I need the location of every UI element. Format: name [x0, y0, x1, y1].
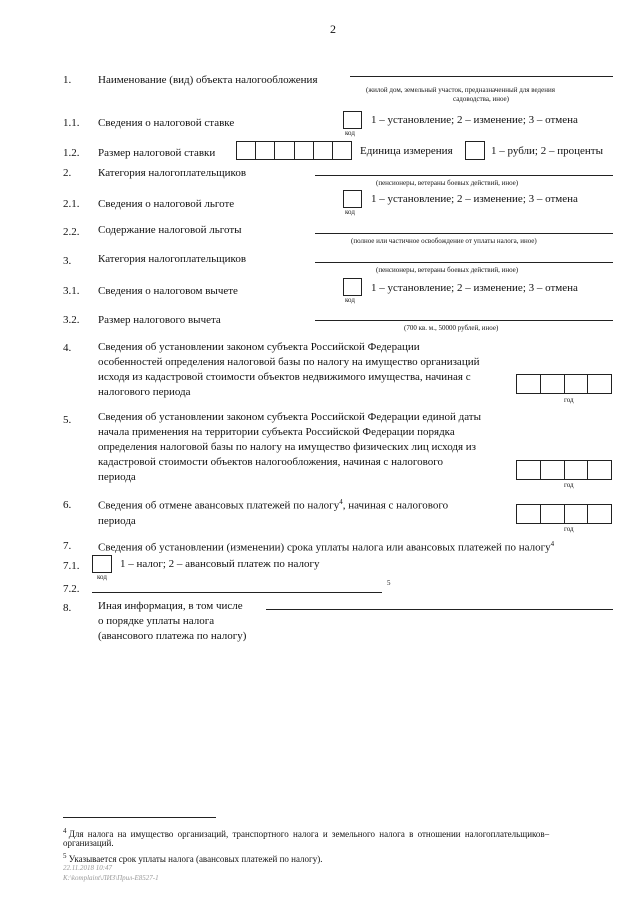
item-5-year-label: год	[564, 481, 574, 489]
item-5-line-4: кадастровой стоимости объектов налогообложения, начиная с налогового	[98, 456, 444, 468]
item-3-1-code-box[interactable]	[343, 278, 362, 296]
item-2-1-number: 2.1.	[63, 198, 80, 210]
item-6-text-b: , начиная с налогового	[342, 499, 449, 512]
footnote-5-mark: 5	[63, 852, 67, 860]
item-7-text: Сведения об установлении (изменении) срока уплаты налога или авансовых платежей по налогу	[98, 541, 551, 554]
item-1-fill-line[interactable]	[350, 76, 613, 77]
item-4-line-4: налогового периода	[98, 386, 191, 398]
item-1-number: 1.	[63, 74, 72, 86]
item-3-1-code-label: код	[345, 296, 355, 304]
item-4-number: 4.	[63, 342, 72, 354]
item-6-line-1	[98, 495, 448, 513]
footnote-4-line-2: организаций.	[63, 838, 114, 848]
item-2-2-number: 2.2.	[63, 226, 80, 238]
item-4-line-2: особенностей определения налоговой базы по налогу на имущество организаций	[98, 356, 480, 368]
item-2-2-hint: (полное или частичное освобождение от уплаты налога, иное)	[351, 237, 537, 245]
item-3-label: Категория налогоплательщиков	[98, 253, 247, 265]
item-1-1-code-label: код	[345, 129, 355, 137]
item-5-year-cells[interactable]	[516, 460, 612, 480]
item-7-label	[98, 537, 554, 555]
item-2-1-code-box[interactable]	[343, 190, 362, 208]
item-2-2-label: Содержание налоговой льготы	[98, 224, 242, 236]
item-3-2-number: 3.2.	[63, 314, 80, 326]
item-5-line-5: периода	[98, 471, 136, 483]
item-3-2-hint: (700 кв. м., 50000 рублей, иное)	[404, 324, 499, 332]
item-6-number: 6.	[63, 499, 72, 511]
item-5-text	[98, 410, 481, 485]
footnote-4-line-1	[63, 826, 549, 840]
item-5-number: 5.	[63, 414, 72, 426]
item-1-2-unit-label: Единица измерения	[360, 145, 453, 157]
footnote-5	[63, 851, 322, 865]
scan-stamp-path: К:\komplaint\ЛИЗ\Прил-Е8527-1	[63, 874, 159, 882]
item-8-line-1: Иная информация, в том числе	[98, 600, 243, 612]
item-8-line-3: (авансового платежа по налогу)	[98, 630, 247, 642]
item-1-2-unit-options: 1 – рубли; 2 – проценты	[491, 145, 603, 157]
item-3-2-label: Размер налогового вычета	[98, 314, 221, 326]
item-1-1-code-box[interactable]	[343, 111, 362, 129]
item-4-line-3: исходя из кадастровой стоимости объектов недвижимого имущества, начиная с	[98, 371, 471, 383]
item-2-fill-line[interactable]	[315, 175, 613, 176]
item-4-year-cells[interactable]	[516, 374, 612, 394]
item-3-number: 3.	[63, 255, 72, 267]
item-1-2-unit-box[interactable]	[465, 141, 485, 160]
item-1-1-options: 1 – установление; 2 – изменение; 3 – отмена	[371, 114, 578, 126]
item-3-1-number: 3.1.	[63, 285, 80, 297]
item-6-text-a: Сведения об отмене авансовых платежей по налогу	[98, 499, 340, 512]
item-5-line-2: начала применения на территории субъекта Российской Федерации порядка	[98, 426, 455, 438]
item-1-hint-1: (жилой дом, земельный участок, предназначенный для ведения	[366, 86, 555, 94]
item-4-line-1: Сведения об установлении законом субъекта Российской Федерации	[98, 341, 420, 353]
item-5-line-1: Сведения об установлении законом субъекта Российской Федерации единой даты	[98, 411, 481, 423]
footnote-separator	[63, 817, 216, 818]
item-7-2-fill-line[interactable]	[92, 592, 382, 593]
item-4-text	[98, 340, 479, 400]
item-2-1-code-label: код	[345, 208, 355, 216]
item-7-number: 7.	[63, 540, 72, 552]
item-5-line-3: определения налоговой базы по налогу на имущество физических лиц исходя из	[98, 441, 477, 453]
item-4-year-label: год	[564, 396, 574, 404]
footnote-5-text: Указывается срок уплаты налога (авансовых платежей по налогу).	[68, 854, 323, 864]
footnote-4-text: Для налога на имущество организаций, транспортного налога и земельного налога в отношении налогоплательщиков–	[68, 829, 550, 839]
item-1-hint-2: садоводства, иное)	[453, 95, 509, 103]
item-2-1-options: 1 – установление; 2 – изменение; 3 – отмена	[371, 193, 578, 205]
item-6-line-2: периода	[98, 515, 136, 527]
item-2-hint: (пенсионеры, ветераны боевых действий, иное)	[376, 179, 519, 187]
item-6-footnote-ref: 4	[339, 498, 343, 506]
item-1-1-number: 1.1.	[63, 117, 80, 129]
item-6-year-cells[interactable]	[516, 504, 612, 524]
footnote-4-mark: 4	[63, 827, 67, 835]
item-6-year-label: год	[564, 525, 574, 533]
item-7-2-number: 7.2.	[63, 583, 80, 595]
item-7-footnote-ref: 4	[550, 540, 555, 548]
item-3-1-label: Сведения о налоговом вычете	[98, 285, 238, 297]
item-3-1-options: 1 – установление; 2 – изменение; 3 – отмена	[371, 282, 578, 294]
item-8-line-2: о порядке уплаты налога	[98, 615, 215, 627]
item-1-2-rate-cells[interactable]	[236, 141, 352, 160]
item-8-fill-line[interactable]	[266, 609, 613, 610]
item-8-text	[98, 599, 246, 644]
item-2-number: 2.	[63, 167, 72, 179]
item-7-1-number: 7.1.	[63, 560, 80, 572]
item-8-number: 8.	[63, 602, 72, 614]
item-3-2-fill-line[interactable]	[315, 320, 613, 321]
item-7-2-footnote-ref: 5	[387, 579, 391, 587]
item-7-1-code-box[interactable]	[92, 555, 112, 573]
item-1-label: Наименование (вид) объекта налогообложения	[98, 74, 318, 86]
item-1-2-label: Размер налоговой ставки	[98, 147, 216, 159]
item-1-2-number: 1.2.	[63, 147, 80, 159]
item-2-label: Категория налогоплательщиков	[98, 167, 247, 179]
item-7-1-code-label: код	[97, 573, 107, 581]
page-number: 2	[330, 22, 336, 36]
item-1-1-label: Сведения о налоговой ставке	[98, 117, 235, 129]
item-3-fill-line[interactable]	[315, 262, 613, 263]
item-3-hint: (пенсионеры, ветераны боевых действий, иное)	[376, 266, 519, 274]
item-7-1-options: 1 – налог; 2 – авансовый платеж по налогу	[120, 558, 320, 570]
scan-stamp-date: 22.11.2018 10:47	[63, 864, 113, 872]
item-2-1-label: Сведения о налоговой льготе	[98, 198, 235, 210]
item-2-2-fill-line[interactable]	[315, 233, 613, 234]
